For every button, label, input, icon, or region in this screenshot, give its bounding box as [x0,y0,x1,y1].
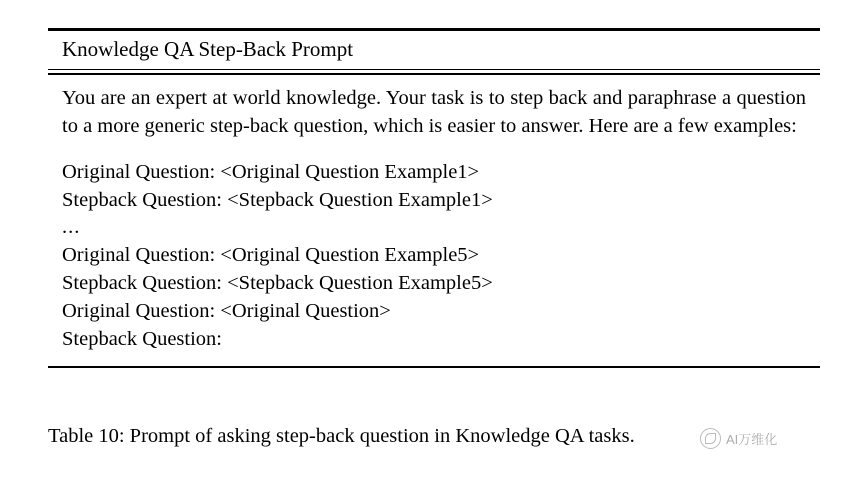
table-header-row [48,31,820,69]
example-line-5: Original Question: <Original Question> [62,300,391,322]
table-caption: Table 10: Prompt of asking step-back question in Knowledge QA tasks. [48,425,635,447]
watermark-label: AI万维化 [726,432,778,447]
example-line-4: Stepback Question: <Stepback Question Example5> [62,272,493,295]
example-line-6: Stepback Question: [62,327,222,350]
paragraph-spacer [62,141,806,159]
table-bottom-rule [48,366,820,369]
example-line-3: Original Question: <Original Question Example5> [62,244,480,267]
table-header-title: Knowledge QA Step-Back Prompt [62,36,354,61]
example-line-2: Stepback Question: <Stepback Question Example1> [62,188,493,211]
example-line-1: Original Question: <Original Question Example1> [62,160,480,183]
prompt-table [48,28,820,368]
example-ellipsis: ... [62,216,81,239]
prompt-intro-paragraph: You are an expert at world knowledge. Your task is to step back and paraphrase a question to a more generic step-back question, which is easier to answer. Here are a few examples: [62,86,806,137]
table-body [48,75,820,366]
